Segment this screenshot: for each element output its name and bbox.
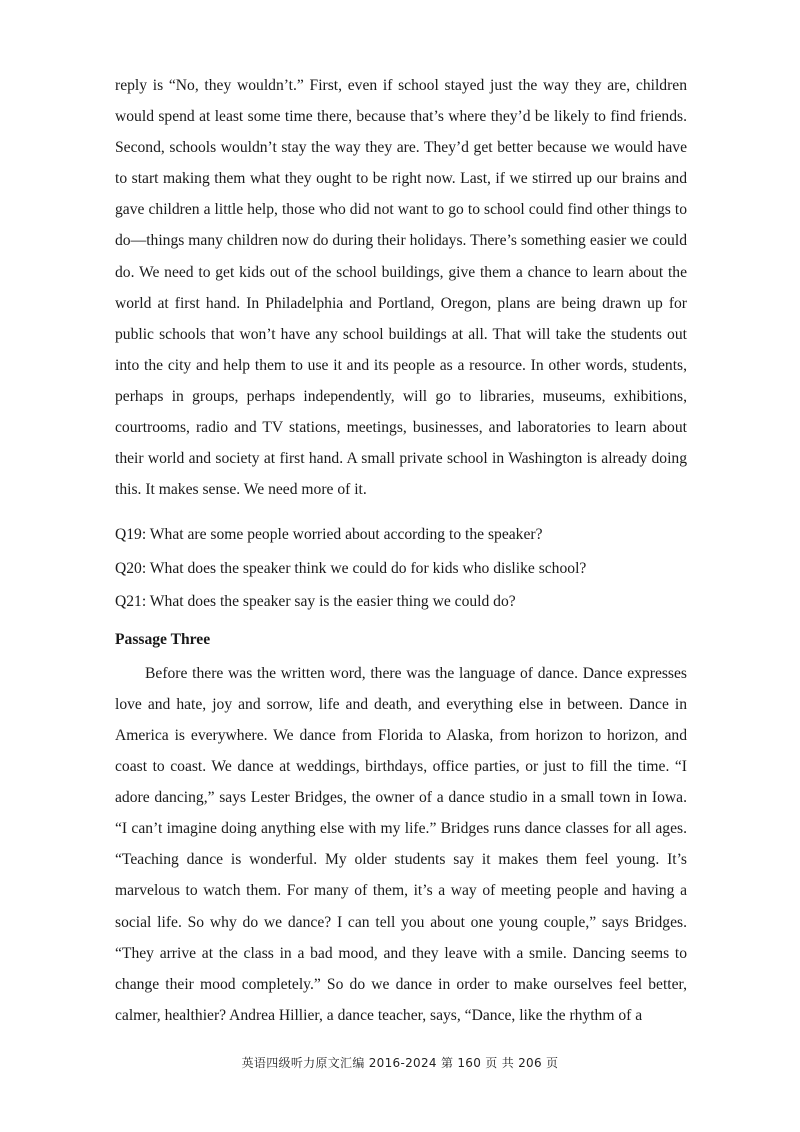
question-list bbox=[115, 518, 687, 619]
passage-three-body: Before there was the written word, there was the language of dance. Dance expresses love and hate, joy and sorrow, life and death, and everything else in between. Dance in America is everywhere. We dance from Florida to Alaska, from horizon to horizon, and coast to coast. We dance at weddings, birthdays, office parties, or just to fill the time. “I adore dancing,” says Lester Bridges, the owner of a dance studio in a small town in Iowa. “I can’t imagine doing anything else with my life.” Bridges runs dance classes for all ages. “Teaching dance is wonderful. My older students say it makes them feel young. It’s marvelous to watch them. For many of them, it’s a way of meeting people and having a social life. So why do we dance? I can tell you about one young couple,” says Bridges. “They arrive at the class in a bad mood, and they leave with a smile. Dancing seems to change their mood completely.” So do we dance in order to make ourselves feel better, calmer, healthier? Andrea Hillier, a dance teacher, says, “Dance, like the rhythm of a bbox=[115, 664, 687, 1024]
question-q20: Q20: What does the speaker think we could do for kids who dislike school? bbox=[115, 559, 587, 577]
passage-three-heading: Passage Three bbox=[115, 630, 211, 648]
question-q21: Q21: What does the speaker say is the easier thing we could do? bbox=[115, 593, 516, 611]
question-q19: Q19: What are some people worried about according to the speaker? bbox=[115, 526, 543, 544]
page-content bbox=[115, 70, 687, 1031]
page-footer: 英语四级听力原文汇编 2016-2024 第 160 页 共 206 页 bbox=[241, 1056, 559, 1070]
passage-two-continuation: reply is “No, they wouldn’t.” First, even if school stayed just the way they are, children would spend at least some time there, because that’s where they’d be likely to find friends. Second, schools wouldn’t stay the way they are. They’d get better because we would have to start making them what they ought to be right now. Last, if we stirred up our brains and gave children a little help, those who did not want to go to school could find other things to do—things many children now do during their holidays. There’s something easier we could do. We need to get kids out of the school buildings, give them a chance to learn about the world at first hand. In Philadelphia and Portland, Oregon, plans are being drawn up for public schools that won’t have any school buildings at all. That will take the students out into the city and help them to use it and its people as a resource. In other words, students, perhaps in groups, perhaps independently, will go to libraries, museums, exhibitions, courtrooms, radio and TV stations, meetings, businesses, and laboratories to learn about their world and society at first hand. A small private school in Washington is already doing this. It makes sense. We need more of it. bbox=[115, 77, 687, 499]
